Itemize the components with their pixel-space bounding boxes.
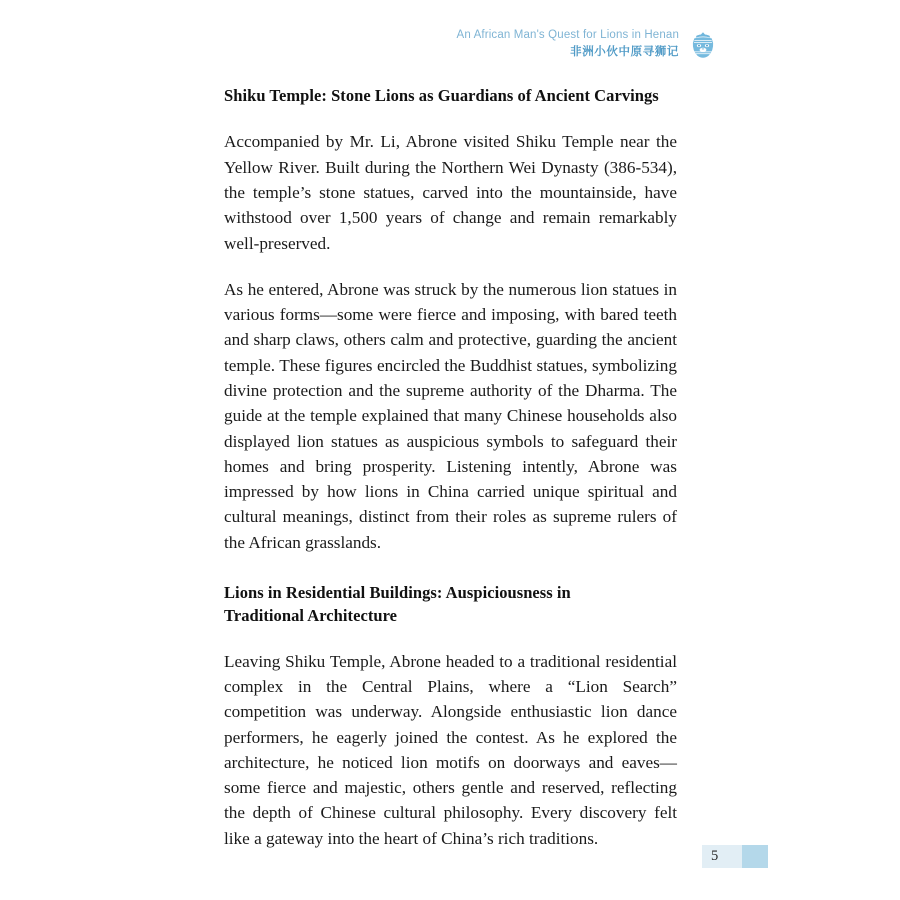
paragraph-shiku-temple-intro: Accompanied by Mr. Li, Abrone visited Shiku Temple near the Yellow River. Built during the Northern Wei Dynasty (386-534), the temple’s stone statues, carved into the mountainside, have withstood over 1,500 years of change and remain remarkably well-preserved. [224, 132, 677, 253]
page-folio [702, 845, 768, 868]
folio-accent-block [742, 845, 768, 868]
running-header-title-zh: 非洲小伙中原寻狮记 [570, 43, 679, 58]
page-number-box [702, 845, 742, 868]
section-heading-residential-buildings: Lions in Residential Buildings: Auspiciousness in Traditional Architecture [224, 582, 571, 626]
running-header-title-en: An African Man's Quest for Lions in Henan [456, 29, 679, 41]
running-header [224, 28, 718, 70]
lion-head-emblem-icon [688, 31, 718, 61]
paragraph-lion-statues: As he entered, Abrone was struck by the numerous lion statues in various forms—some were fierce and imposing, with bared teeth and sharp claws, others calm and protective, guarding the ancient temple. These figures encircled the Buddhist statues, symbolizing divine protection and the supreme authority of the Dharma. The guide at the temple explained that many Chinese households also displayed lion statues as auspicious symbols to safeguard their homes and bring prosperity. Listening intently, Abrone was impressed by how lions in China carried unique spiritual and cultural meanings, distinct from their roles as supreme rulers of the African grasslands. [224, 279, 677, 552]
text-column [224, 84, 677, 851]
section-heading-shiku-temple: Shiku Temple: Stone Lions as Guardians of Ancient Carvings [224, 86, 659, 105]
paragraph-residential-complex: Leaving Shiku Temple, Abrone headed to a traditional residential complex in the Central Plains, where a “Lion Search” competition was underway. Alongside enthusiastic lion dance performers, he eagerly joined the contest. As he explored the architecture, he noticed lion motifs on doorways and eaves—some fierce and majestic, others gentle and reserved, reflecting the depth of Chinese cultural philosophy. Every discovery felt like a gateway into the heart of China’s rich traditions. [224, 651, 677, 848]
running-header-text [457, 28, 680, 58]
page-number: 5 [711, 848, 719, 865]
